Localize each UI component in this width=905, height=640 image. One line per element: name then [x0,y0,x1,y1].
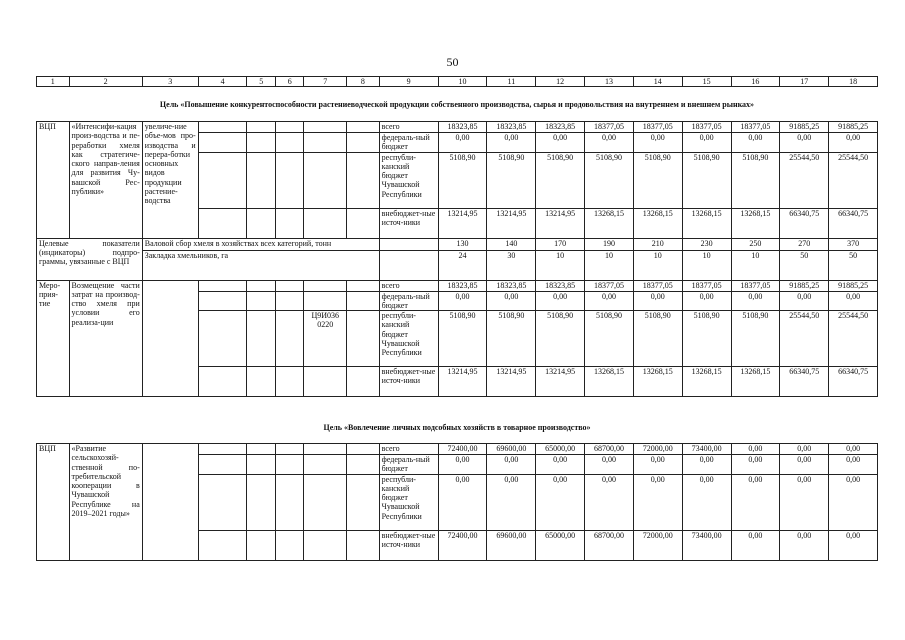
funding-value: 18323,85 [536,280,585,291]
column-number: 3 [142,77,198,87]
funding-value: 0,00 [633,474,682,530]
item-name: «Развитие сельскохозяй-ственной по-требительской кооперации в Чувашской Республике на 2019–2021 годы» [69,444,142,561]
funding-value: 13268,15 [731,367,780,397]
funding-value: 13214,95 [487,367,536,397]
funding-source: внебюджет-ные источ-ники [379,367,438,397]
funding-value: 0,00 [780,133,829,153]
empty-cell [347,208,380,238]
empty-cell [379,238,438,250]
column-number: 7 [304,77,347,87]
funding-value: 5108,90 [682,311,731,367]
funding-value: 65000,00 [536,444,585,455]
indicator-value: 270 [780,238,829,250]
empty-cell [347,291,380,311]
empty-cell [275,152,303,208]
funding-source: всего [379,122,438,133]
funding-value: 66340,75 [829,208,878,238]
empty-cell [247,280,275,291]
empty-cell [198,474,247,530]
funding-value: 0,00 [633,133,682,153]
funding-row [37,444,878,455]
column-number: 13 [585,77,634,87]
item-name: Возмещение части затрат на производ-ство хмеля при условии его реализа-ции [69,280,142,397]
funding-value: 0,00 [731,530,780,560]
funding-value: 0,00 [585,474,634,530]
funding-value: 25544,50 [829,152,878,208]
funding-value: 18377,05 [731,280,780,291]
funding-value: 0,00 [731,133,780,153]
funding-value: 5108,90 [633,311,682,367]
vcp-hops-block [37,122,878,239]
budget-code [304,152,347,208]
item-type: Меро-прия-тие [37,280,70,397]
funding-value: 25544,50 [780,311,829,367]
indicator-value: 130 [438,238,487,250]
empty-cell [275,208,303,238]
funding-value: 0,00 [438,291,487,311]
empty-cell [275,474,303,530]
funding-source: всего [379,280,438,291]
indicator-value: 190 [585,238,634,250]
funding-value: 0,00 [682,474,731,530]
column-number: 11 [487,77,536,87]
funding-value: 13214,95 [536,367,585,397]
empty-cell [304,367,347,397]
funding-source: федераль-ный бюджет [379,133,438,153]
column-number: 9 [379,77,438,87]
empty-cell [347,530,380,560]
funding-value: 18323,85 [438,122,487,133]
funding-value: 13268,15 [585,208,634,238]
empty-cell [247,291,275,311]
column-number: 1 [37,77,70,87]
funding-value: 69600,00 [487,530,536,560]
indicator-row [37,238,878,250]
column-number: 17 [780,77,829,87]
funding-value: 18323,85 [536,122,585,133]
empty-cell [275,280,303,291]
indicator-value: 10 [682,250,731,280]
funding-value: 0,00 [536,455,585,475]
program-table-2 [36,443,878,561]
funding-value: 0,00 [682,291,731,311]
item-name: «Интенсифи-кация произ-водства и пе-реработки хмеля как стратегиче-ского направ-ления для развития Чу-вашской Рес-публики» [69,122,142,239]
funding-value: 0,00 [731,474,780,530]
empty-cell [247,455,275,475]
indicator-value: 230 [682,238,731,250]
indicator-value: 210 [633,238,682,250]
funding-value: 13214,95 [536,208,585,238]
funding-value: 18377,05 [731,122,780,133]
funding-value: 0,00 [780,455,829,475]
column-number: 2 [69,77,142,87]
funding-value: 5108,90 [536,311,585,367]
indicator-name: Закладка хмельников, га [142,250,379,280]
column-number: 5 [247,77,275,87]
empty-cell [304,208,347,238]
funding-value: 18377,05 [633,122,682,133]
empty-cell [275,530,303,560]
empty-cell [247,152,275,208]
funding-value: 68700,00 [585,444,634,455]
funding-value: 0,00 [682,455,731,475]
funding-value: 18377,05 [633,280,682,291]
funding-value: 0,00 [585,291,634,311]
indicator-value: 10 [585,250,634,280]
indicator-value: 370 [829,238,878,250]
funding-value: 0,00 [780,444,829,455]
column-number: 15 [682,77,731,87]
column-number: 14 [633,77,682,87]
goal-heading-2: Цель «Вовлечение личных подсобных хозяйств в товарное производство» [323,423,591,432]
empty-cell [198,530,247,560]
empty-cell [198,280,247,291]
funding-value: 5108,90 [585,152,634,208]
funding-value: 0,00 [731,444,780,455]
funding-value: 18377,05 [585,280,634,291]
empty-cell [347,455,380,475]
funding-value: 72000,00 [633,530,682,560]
column-number: 8 [347,77,380,87]
funding-value: 13268,15 [682,367,731,397]
funding-value: 18377,05 [682,280,731,291]
funding-source: федераль-ный бюджет [379,291,438,311]
funding-value: 73400,00 [682,530,731,560]
funding-value: 18323,85 [487,122,536,133]
funding-value: 25544,50 [829,311,878,367]
empty-cell [347,367,380,397]
funding-value: 68700,00 [585,530,634,560]
funding-source: внебюджет-ные источ-ники [379,208,438,238]
empty-cell [198,367,247,397]
indicator-value: 50 [829,250,878,280]
funding-value: 13214,95 [487,208,536,238]
funding-value: 0,00 [487,474,536,530]
funding-value: 13268,15 [633,367,682,397]
empty-cell [304,280,347,291]
funding-value: 18323,85 [487,280,536,291]
funding-value: 13268,15 [731,208,780,238]
empty-cell [347,152,380,208]
goal-heading-1: Цель «Повышение конкурентоспособности растениеводческой продукции собственного производства, сырья и продовольствия на внутреннем и внешнем рынках» [159,100,755,109]
empty-cell [304,122,347,133]
empty-cell [247,474,275,530]
funding-value: 91885,25 [780,122,829,133]
funding-value: 5108,90 [536,152,585,208]
funding-source: республи-канский бюджет Чувашской Республики [379,474,438,530]
funding-value: 0,00 [780,530,829,560]
empty-cell [198,291,247,311]
empty-cell [247,367,275,397]
empty-cell [198,444,247,455]
item-type: ВЦП [37,122,70,239]
empty-cell [275,122,303,133]
indicator-value: 10 [633,250,682,280]
funding-source: республи-канский бюджет Чувашской Республики [379,311,438,367]
item-purpose [142,280,198,397]
empty-cell [347,133,380,153]
empty-cell [304,444,347,455]
empty-cell [247,444,275,455]
indicator-value: 170 [536,238,585,250]
item-purpose [142,444,198,561]
vcp-cooperation-block [37,444,878,561]
empty-cell [275,455,303,475]
funding-value: 0,00 [585,455,634,475]
column-number: 6 [275,77,303,87]
column-number: 12 [536,77,585,87]
indicator-value: 30 [487,250,536,280]
funding-source: республи-канский бюджет Чувашской Республики [379,152,438,208]
empty-cell [347,311,380,367]
funding-value: 18377,05 [585,122,634,133]
indicator-value: 24 [438,250,487,280]
funding-value: 5108,90 [731,152,780,208]
empty-cell [247,122,275,133]
empty-cell [275,291,303,311]
indicator-row [37,250,878,280]
funding-value: 73400,00 [682,444,731,455]
program-table-1 [36,121,878,397]
funding-value: 5108,90 [633,152,682,208]
indicator-value: 50 [780,250,829,280]
empty-cell [247,208,275,238]
empty-cell [275,444,303,455]
funding-value: 5108,90 [438,311,487,367]
item-type: ВЦП [37,444,70,561]
funding-value: 72400,00 [438,444,487,455]
funding-value: 91885,25 [829,280,878,291]
header-table [36,76,878,87]
funding-value: 0,00 [829,455,878,475]
funding-value: 91885,25 [829,122,878,133]
funding-source: всего [379,444,438,455]
funding-value: 5108,90 [487,311,536,367]
funding-row [37,280,878,291]
indicator-name: Валовой сбор хмеля в хозяйствах всех категорий, тонн [142,238,379,250]
column-number: 16 [731,77,780,87]
funding-value: 0,00 [487,455,536,475]
funding-value: 5108,90 [438,152,487,208]
funding-value: 0,00 [780,291,829,311]
funding-value: 0,00 [780,474,829,530]
empty-cell [198,133,247,153]
indicator-value: 10 [536,250,585,280]
empty-cell [198,122,247,133]
column-number: 10 [438,77,487,87]
funding-value: 0,00 [829,474,878,530]
funding-value: 5108,90 [731,311,780,367]
indicator-value: 10 [731,250,780,280]
funding-value: 5108,90 [585,311,634,367]
funding-value: 0,00 [487,291,536,311]
funding-value: 13268,15 [682,208,731,238]
empty-cell [347,474,380,530]
funding-value: 66340,75 [829,367,878,397]
funding-value: 18323,85 [438,280,487,291]
empty-cell [347,122,380,133]
funding-value: 0,00 [438,133,487,153]
empty-cell [304,133,347,153]
empty-cell [247,133,275,153]
measure-block [37,280,878,397]
funding-value: 0,00 [438,455,487,475]
funding-value: 0,00 [633,291,682,311]
column-number: 18 [829,77,878,87]
funding-value: 5108,90 [682,152,731,208]
column-number: 4 [198,77,247,87]
funding-value: 0,00 [731,455,780,475]
empty-cell [304,291,347,311]
funding-value: 13214,95 [438,367,487,397]
indicator-value: 140 [487,238,536,250]
funding-source: внебюджет-ные источ-ники [379,530,438,560]
funding-value: 91885,25 [780,280,829,291]
item-purpose: увеличе-ние объе-мов про-изводства и перера-ботки основных видов продукции растение-водства [142,122,198,239]
empty-cell [247,311,275,367]
page-number: 50 [446,55,459,69]
funding-value: 0,00 [585,133,634,153]
empty-cell [304,530,347,560]
funding-value: 0,00 [829,133,878,153]
budget-code [304,474,347,530]
empty-cell [198,152,247,208]
funding-value: 0,00 [536,291,585,311]
funding-value: 13268,15 [585,367,634,397]
funding-value: 0,00 [829,291,878,311]
funding-value: 66340,75 [780,208,829,238]
funding-value: 0,00 [536,474,585,530]
indicators-block [37,238,878,280]
indicator-value: 250 [731,238,780,250]
funding-value: 0,00 [536,133,585,153]
funding-value: 0,00 [487,133,536,153]
funding-value: 0,00 [829,530,878,560]
funding-value: 13268,15 [633,208,682,238]
funding-value: 18377,05 [682,122,731,133]
funding-value: 72000,00 [633,444,682,455]
empty-cell [347,444,380,455]
funding-value: 13214,95 [438,208,487,238]
funding-value: 66340,75 [780,367,829,397]
funding-row [37,122,878,133]
funding-value: 25544,50 [780,152,829,208]
empty-cell [275,133,303,153]
funding-source: федераль-ный бюджет [379,455,438,475]
indicators-label: Целевые показатели (индикаторы) подпро-граммы, увязанные с ВЦП [37,238,143,280]
funding-value: 0,00 [438,474,487,530]
funding-value: 69600,00 [487,444,536,455]
column-number-row [37,77,878,87]
budget-code: Ц9И036 0220 [304,311,347,367]
empty-cell [275,367,303,397]
funding-value: 0,00 [731,291,780,311]
empty-cell [275,311,303,367]
empty-cell [198,208,247,238]
empty-cell [347,280,380,291]
empty-cell [198,455,247,475]
empty-cell [304,455,347,475]
empty-cell [247,530,275,560]
funding-value: 72400,00 [438,530,487,560]
empty-cell [198,311,247,367]
funding-value: 65000,00 [536,530,585,560]
funding-value: 0,00 [829,444,878,455]
funding-value: 0,00 [633,455,682,475]
empty-cell [379,250,438,280]
funding-value: 5108,90 [487,152,536,208]
funding-value: 0,00 [682,133,731,153]
